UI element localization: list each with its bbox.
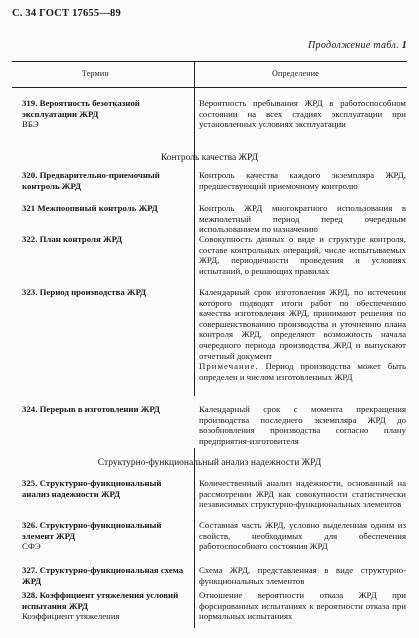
term-abbreviation: ВБЭ [22,119,39,130]
term-text: 322. План контроля ЖРД [22,234,123,244]
term-cell [22,170,190,191]
definition-cell: Составная часть ЖРД, условно выделенная одним из свойств, необходимых для обеспечения работоспособного состояния ЖРД [199,520,406,552]
term-text: 326. Структурно-функциональный элемент ЖРД [22,520,162,541]
term-cell [22,565,190,586]
term-text: 328. Коэффициент утяжеления условий испытания ЖРД [22,590,179,611]
term-text: 320. Предварительно-приемочный контроль ЖРД [22,170,160,191]
term-cell [22,234,190,245]
term-text: 323. Период производства ЖРД [22,287,147,297]
term-cell [22,478,190,499]
column-divider [194,448,195,628]
continuation-text: Продолжение табл. [308,40,399,51]
table-header [12,61,407,88]
definition-text: Календарный срок изготовления ЖРД, по истечении которого подводят итоги работ по обеспечению качества изготовления ЖРД, принимают решения по совершенствованию производства и уточнению плана контроля ЖРД, определяют возможность начала очередного периода производства ЖРД и выпускают отчетный документ [199,287,406,361]
definition-cell: Контроль качества каждого экземпляра ЖРД, предшествующий приемочному контролю [199,170,406,191]
term-text: 325. Структурно-функциональный анализ надежности ЖРД [22,478,162,499]
term-text: 327. Структурно-функциональная схема ЖРД [22,565,184,586]
term-cell [22,404,190,415]
term-cell [22,287,190,298]
table-continuation-label [308,40,407,51]
note-label: Примечание. [199,361,259,372]
definition-note [199,361,406,382]
term-cell [22,203,190,214]
term-text: 321 Межпоопвный контроль ЖРД [22,203,158,213]
column-divider [194,86,195,396]
term-cell [22,590,190,622]
section-heading: Контроль качества ЖРД [160,153,259,163]
continuation-number: 1 [401,40,407,51]
page-header: С. 34 ГОСТ 17655—89 [12,8,121,19]
definition-cell [199,287,406,382]
column-divider [194,62,195,87]
term-abbreviation: Коэффициент утяжеления [22,611,120,622]
definition-cell: Совокупность данных о виде и структуре контроля, составе контрольных операций, числе испытываемых ЖРД, периодичности проведения и условиях испытаний, о решающих правилах [199,234,406,276]
definition-cell: Календарный срок с момента прекращения производства последнего экземпляра ЖРД до возобновления производства согласно плану предприятия-изготовителя [199,404,406,446]
term-cell [22,98,190,130]
definition-cell: Контроль ЖРД многократного использования в межполетный период перед очередным использованием по назначению [199,203,406,235]
term-cell [22,520,190,552]
definition-column-header: Определение [272,69,319,78]
note-text: Период производства может быть определен и числом изготовленных ЖРД [199,361,407,382]
definition-cell: Отношение вероятности отказа ЖРД при форсированных испытаниях к вероятности отказа при нормальных испытаниях [199,590,406,622]
definition-cell: Схема ЖРД, представленная в виде структурно-функциональных элементов [199,565,406,586]
term-text: 319. Вероятность безотказной эксплуатации ЖРД [22,98,140,119]
section-heading: Структурно-функциональный анализ надежности ЖРД [97,458,322,468]
term-abbreviation: СФЭ [22,541,41,552]
term-text: 324. Перерыв в изготовлении ЖРД [22,404,160,414]
definition-cell: Количественный анализ надежности, основанный на рассмотрении ЖРД как совокупности статистически независимых структурно-функциональных элементов [199,478,406,510]
term-column-header: Термин [82,69,109,78]
definition-cell: Вероятность пребывания ЖРД в работоспособном состоянии на всех стадиях эксплуатации при установленных условиях эксплуатации [199,98,406,130]
